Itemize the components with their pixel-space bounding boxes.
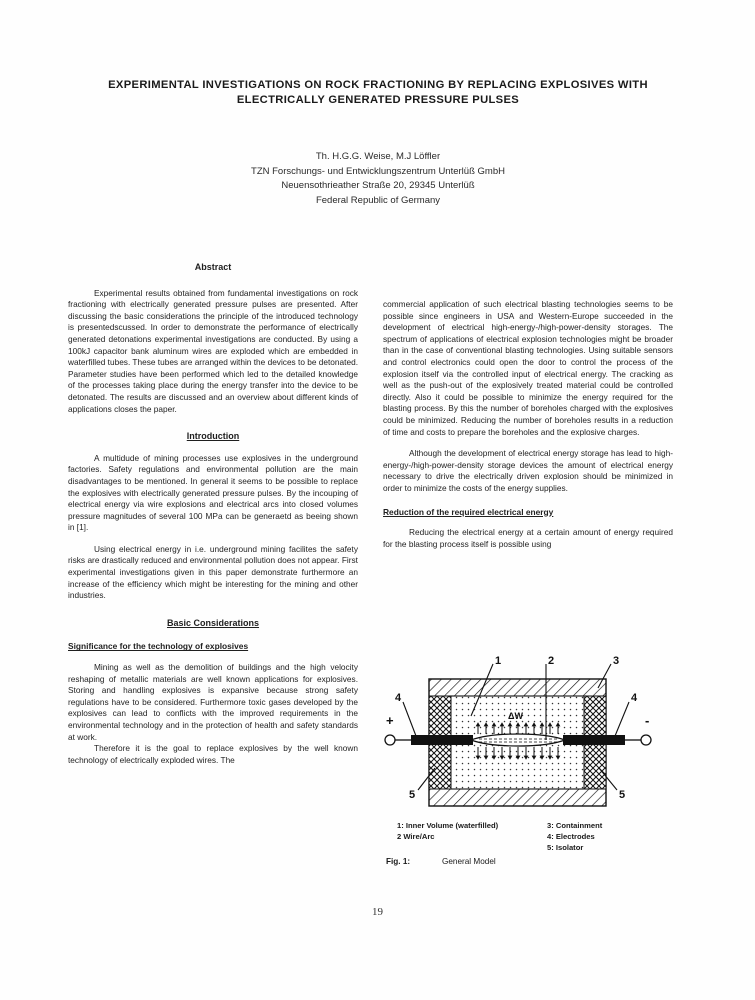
legend-item-5: 5: Isolator	[547, 843, 584, 852]
terminal-negative-lead	[625, 735, 651, 745]
reduction-heading-text: Reduction of the required electrical energy	[383, 506, 554, 517]
affiliation: TZN Forschungs- und Entwicklungszentrum Unterlüß GmbH	[251, 165, 505, 177]
callout-1: 1	[495, 655, 502, 667]
callout-4-right: 4	[631, 692, 638, 704]
electrode-right	[563, 735, 625, 745]
address: Neuensothrieather Straße 20, 29345 Unterlüß	[281, 180, 475, 191]
terminal-positive-lead	[385, 735, 411, 745]
callout-5-left: 5	[409, 789, 416, 801]
wire-arc	[471, 734, 565, 746]
electrode-left	[411, 735, 473, 745]
legend-item-1: 1: Inner Volume (waterfilled)	[397, 821, 499, 830]
introduction-paragraph-1: A multidude of mining processes use explosives in the underground factories. Safety regulations and environmental pollution are the main disadvantages to be mentioned. In general it seems to be possible to replace the explosives with electrically generated pressure pulses. By the incouping of electrical energy via wire explosions and electrical arcs into closed volumes pressure magnitudes of several 100 MPa can be generaetd as beeing shown in [1].	[68, 452, 358, 533]
left-column	[68, 262, 358, 766]
terminal-negative-label: -	[645, 713, 650, 728]
reduction-paragraph-1: Reducing the electrical energy at a certain amount of energy required for the blasting process itself is possible using	[383, 527, 673, 549]
callout-4-left: 4	[395, 692, 402, 704]
legend-item-3: 3: Containment	[547, 821, 603, 830]
introduction-heading	[68, 431, 358, 443]
legend-item-2: 2 Wire/Arc	[397, 832, 435, 841]
country: Federal Republic of Germany	[315, 194, 441, 206]
abstract-heading: Abstract	[194, 262, 232, 272]
significance-heading	[68, 641, 358, 653]
introduction-paragraph-2: Using electrical energy in i.e. underground mining facilites the safety risks are drastically reduced and environmental pollution does not appear. First experimental investigations given in this paper demonstrate furthermore an increase of the efficiency which might be interesting for the mining and other industries.	[68, 543, 358, 601]
reduction-heading	[383, 507, 673, 519]
continuation-paragraph-2: Although the development of electrical energy storage has lead to high-energy-/high-power-density storage devices the amount of electrical energy necessary to drive the electrically driven explosion should be minimized in order to minimize the costs of the energy supplies.	[383, 448, 673, 493]
authors: Th. H.G.G. Weise, M.J Löffler	[315, 151, 441, 162]
callout-3: 3	[613, 655, 620, 667]
callout-2: 2	[548, 655, 555, 667]
figure-1	[383, 648, 683, 820]
title-line-2: ELECTRICALLY GENERATED PRESSURE PULSES	[236, 94, 520, 106]
abstract-paragraph: Experimental results obtained from fundamental investigations on rock fractioning with electrically generated pressure pulses are presented. After discussing the basic considerations the principle of the introduced technology is presentedscussed. In order to demonstrate the performance of electrically generated detonations experimental investigations are conducted. By using a 100kJ capacitor bank aluminum wires are exploded which are embedded in waterfilled tubes. These tubes are arranged within the devices to be detonated. Parameter studies have been performed which led to the detailed knowledge of the processes taking place during the energy transfer into the device to be detonated. The results are discussed and an overview about different kinds of applications closes the paper.	[68, 287, 358, 414]
terminal-positive-label: +	[386, 713, 394, 728]
page-title	[68, 78, 688, 108]
continuation-paragraph-1: commercial application of such electrical blasting technologies seems to be possible since engineers in USA and Western-Europe succeeded in the development of electrical high-energy-/high-power-density storages. The spectrum of applications of electrical explosion technologies might be broader than in the case of conventional blasting technologies. Using suitable sensors and control electronics could open the door to control the process of the explosion itself via the controlled input of electrical energy. The cracking as well as the push-out of the explosively treated material could be controlled directly. Also it could be possible to minimize the energy required for the blasting process. By this the number of boreholes charged with the explosives could be minimized. Reducing the number of boreholes results in a reduction of time and costs to prepare the boreholes and the explosive charges.	[383, 299, 673, 437]
figure-caption-label: Fig. 1:	[386, 857, 411, 866]
energy-delta-label: ΔW	[508, 711, 523, 721]
basic-considerations-heading	[68, 618, 358, 630]
significance-heading-text: Significance for the technology of explosives	[68, 641, 249, 652]
legend-item-4: 4: Electrodes	[547, 832, 595, 841]
figure-caption-text: General Model	[442, 857, 496, 866]
introduction-heading-text: Introduction	[186, 431, 240, 442]
figure-legend	[397, 820, 687, 853]
callout-5-right: 5	[619, 789, 626, 801]
figure-caption	[386, 857, 676, 866]
general-model-diagram	[383, 648, 683, 820]
legend-spacer	[397, 842, 547, 853]
author-block	[68, 150, 688, 208]
page-number: 19	[372, 906, 383, 918]
significance-paragraph-2: Therefore it is the goal to replace explosives by the well known technology of electrically exploded wires. The	[68, 743, 358, 765]
title-line-1: EXPERIMENTAL INVESTIGATIONS ON ROCK FRACTIONING BY REPLACING EXPLOSIVES WITH	[108, 79, 648, 91]
basic-considerations-heading-text: Basic Considerations	[166, 617, 260, 628]
right-column	[383, 299, 673, 550]
significance-paragraph-1: Mining as well as the demolition of buildings and the high velocity reshaping of metallic materials are well known applications for explosives. Storing and handling explosives is expansive because strong safety regulations have to be considered. Furthermore toxic gases developed by the explosives can lead to conflicts with the improved requirements in the environmental technology and in the protection of health and safety standards at work.	[68, 662, 358, 742]
